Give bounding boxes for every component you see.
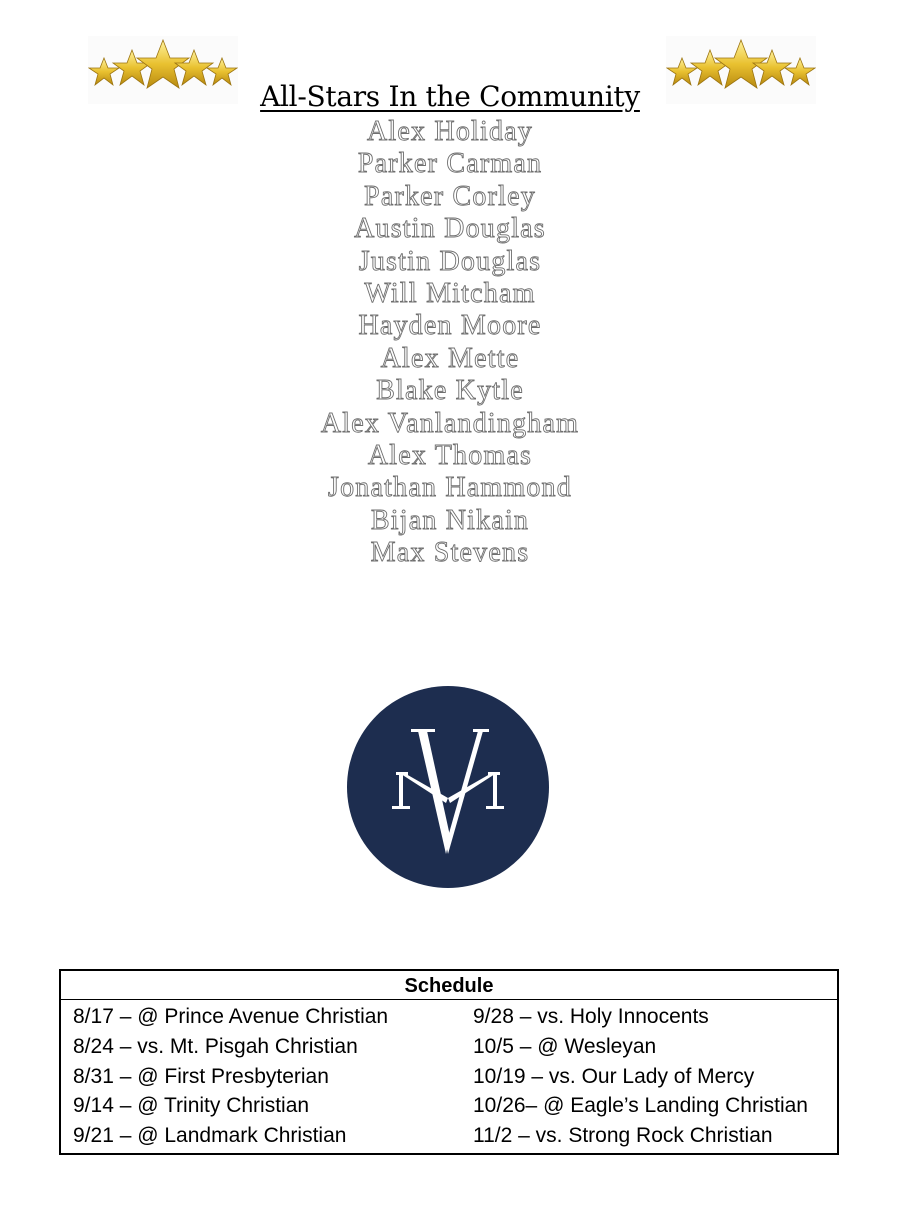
schedule-entry: 9/21 – @ Landmark Christian xyxy=(73,1124,347,1148)
list-item: Austin Douglas xyxy=(354,213,546,245)
schedule-heading: Schedule xyxy=(61,971,837,1000)
schedule-entry: 10/26– @ Eagle’s Landing Christian xyxy=(473,1094,808,1118)
schedule-body xyxy=(61,1000,837,1153)
list-item: Alex Mette xyxy=(380,342,520,374)
list-item: Max Stevens xyxy=(370,537,530,569)
schedule-entry: 8/17 – @ Prince Avenue Christian xyxy=(73,1005,389,1028)
list-item: Bijan Nikain xyxy=(370,504,530,536)
school-logo xyxy=(347,686,549,888)
list-item: Hayden Moore xyxy=(358,310,542,342)
list-item: Alex Thomas xyxy=(367,440,533,472)
mv-monogram-logo xyxy=(347,686,549,888)
list-item: Parker Corley xyxy=(364,180,536,212)
list-item: Blake Kytle xyxy=(376,375,524,407)
schedule-entry: 9/14 – @ Trinity Christian xyxy=(73,1094,310,1118)
schedule-table xyxy=(59,969,839,1155)
schedule-column-right xyxy=(473,1002,837,1151)
list-item: Parker Carman xyxy=(357,148,543,180)
list-item: Justin Douglas xyxy=(358,245,542,277)
schedule-entry: 8/31 – @ First Presbyterian xyxy=(73,1064,329,1088)
schedule-entry: 11/2 – vs. Strong Rock Christian xyxy=(473,1124,773,1148)
list-item: Will Mitcham xyxy=(364,278,536,310)
list-item: Jonathan Hammond xyxy=(328,472,572,504)
schedule-entry: 8/24 – vs. Mt. Pisgah Christian xyxy=(73,1034,358,1058)
page-title: All-Stars In the Community xyxy=(260,80,640,113)
schedule-entry: 9/28 – vs. Holy Innocents xyxy=(473,1005,709,1028)
list-item: Alex Holiday xyxy=(366,116,534,147)
all-stars-list xyxy=(0,116,900,570)
list-item: Alex Vanlandingham xyxy=(320,407,580,439)
schedule-entry: 10/19 – vs. Our Lady of Mercy xyxy=(473,1064,755,1088)
schedule-entry: 10/5 – @ Wesleyan xyxy=(473,1034,657,1058)
schedule-column-left xyxy=(73,1002,473,1151)
